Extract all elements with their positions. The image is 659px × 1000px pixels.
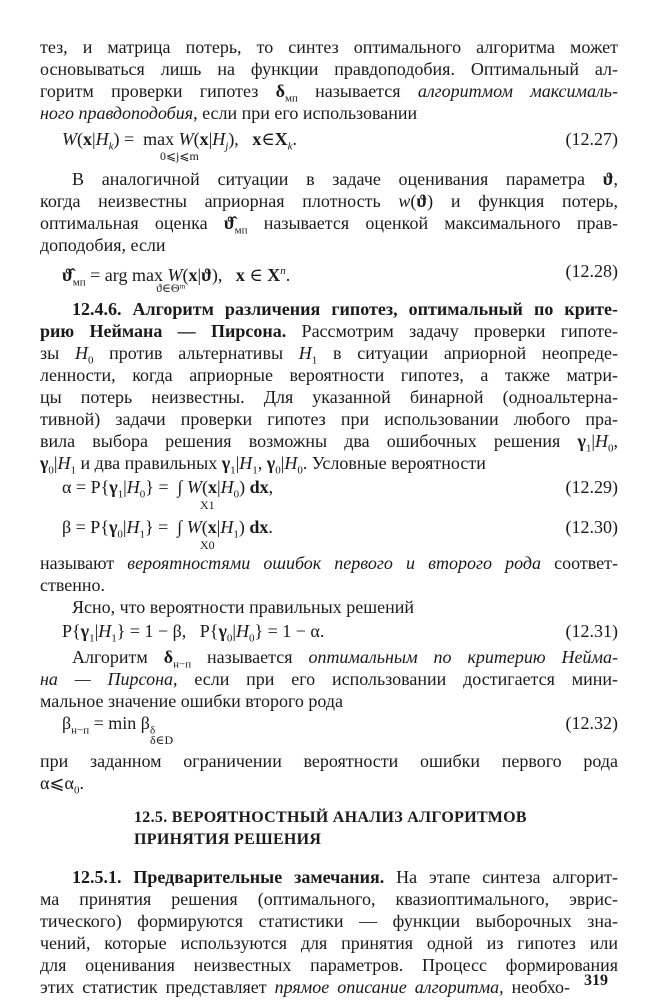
text-line: Ясно, что вероятности правильных решений bbox=[72, 597, 414, 617]
text-line: ленности, когда априорные вероятности гипотез, а также матри- bbox=[40, 365, 618, 385]
equation-number: (12.28) bbox=[565, 261, 618, 281]
section-heading: 12.5. ВЕРОЯТНОСТНЫЙ АНАЛИЗ АЛГОРИТМОВ bbox=[134, 809, 527, 826]
text-line: $\alpha⩽\alpha_0$. bbox=[40, 773, 84, 797]
text-line: этих статистик представляет прямое описание алгоритма, необхо- bbox=[40, 977, 571, 997]
text-line: Алгоритм $\delta_{н-п}$ называется оптимальным по критерию Нейма- bbox=[72, 647, 619, 671]
text-line: на — Пирсона, если при его использовании достигается мини- bbox=[40, 669, 618, 689]
equation-number: (12.31) bbox=[565, 621, 618, 641]
equation-12-32-subscript: δ∈D bbox=[150, 733, 174, 747]
text-line: рию Неймана — Пирсона. Рассмотрим задачу проверки гипоте- bbox=[40, 321, 619, 341]
text-line: оптимальная оценка $ϑ̂_{мп}$ называется оценкой максимального прав- bbox=[40, 213, 619, 237]
text-line: зы $H_0$ против альтернативы $H_1$ в ситуации априорной неопреде- bbox=[40, 343, 618, 367]
equation-12-29-subscript: X1 bbox=[200, 498, 215, 512]
text-line: вила выбора решения возможны два ошибочных решения $\gamma_1|H_0$, bbox=[40, 431, 618, 455]
text-line: чений, которые используются для принятия одной из гипотез или bbox=[40, 933, 618, 953]
text-line: мальное значение ошибки второго рода bbox=[40, 691, 344, 711]
text-line: для оценивания неизвестных параметров. Процесс формирования bbox=[40, 955, 618, 975]
text-line: тического) формируются статистики — функции выборочных зна- bbox=[40, 911, 618, 931]
text-line: когда неизвестны априорная плотность w(ϑ) и функция потерь, bbox=[40, 191, 618, 211]
page-number: 319 bbox=[584, 972, 608, 989]
equation-12-27-subscript: 0⩽j⩽m bbox=[160, 149, 199, 163]
text-line: ма принятия решения (оптимального, квазиоптимального, эврис- bbox=[40, 889, 618, 909]
equation-12-30: $\beta = P\{\gamma_0|H_1\}$ = ∫ $W(x|H_1)$ dx. bbox=[62, 517, 273, 541]
section-heading: ПРИНЯТИЯ РЕШЕНИЯ bbox=[134, 831, 322, 848]
equation-12-30-subscript: X0 bbox=[200, 538, 215, 552]
equation-number: (12.29) bbox=[565, 477, 618, 497]
text-line: 12.5.1. Предварительные замечания. На этапе синтеза алгорит- bbox=[72, 867, 618, 887]
text-line: ственно. bbox=[40, 575, 106, 595]
text-line: основываться лишь на функции правдоподобия. Оптимальный ал- bbox=[40, 59, 618, 79]
equation-12-32: $\beta_{н-п} = \min \beta_\delta$ bbox=[62, 713, 156, 737]
text-line: тивной) задачи проверки гипотез при использовании любого пра- bbox=[40, 409, 618, 429]
equation-12-27: $W(x|H_k) = \max W(x|H_j)$, $x\in X_k$. bbox=[62, 129, 298, 153]
text-line: В аналогичной ситуации в задаче оценивания параметра ϑ, bbox=[72, 169, 618, 189]
text-line: при заданном ограничении вероятности ошибки первого рода bbox=[40, 751, 618, 771]
text-line: тез, и матрица потерь, то синтез оптимального алгоритма может bbox=[40, 37, 618, 57]
equation-number: (12.27) bbox=[565, 129, 618, 149]
text-line: называют вероятностями ошибок первого и второго рода соответ- bbox=[40, 553, 618, 573]
equation-12-31: $P\{\gamma_1|H_1\} = 1 - \beta$, $P\{\gamma_0|H_0\} = 1 - \alpha$. bbox=[62, 621, 325, 645]
text-line: доподобия, если bbox=[40, 235, 166, 255]
equation-number: (12.32) bbox=[565, 713, 618, 733]
text-line: горитм проверки гипотез $\delta_{мп}$ называется алгоритмом максималь- bbox=[40, 81, 618, 105]
subsection-heading-line: 12.4.6. Алгоритм различения гипотез, оптимальный по крите- bbox=[72, 299, 618, 319]
text-line: ного правдоподобия, если при его использовании bbox=[40, 103, 418, 123]
equation-12-28: $ϑ̂_{мп}$ = arg max W(x|ϑ), x ∈ $X^n$. bbox=[62, 265, 291, 289]
equation-number: (12.30) bbox=[565, 517, 618, 537]
equation-12-29: $\alpha = P\{\gamma_1|H_0\}$ = ∫ $W(x|H_0)$ dx, bbox=[62, 477, 274, 501]
text-line: цы потерь неизвестны. Для указанной бинарной (одноальтерна- bbox=[40, 387, 618, 407]
equation-12-28-subscript: ϑ∈Θᵐ bbox=[156, 281, 186, 295]
text-line: $\gamma_0|H_1$ и два правильных $\gamma_1|H_1$, $\gamma_0|H_0$. Условные вероятности bbox=[40, 453, 486, 477]
